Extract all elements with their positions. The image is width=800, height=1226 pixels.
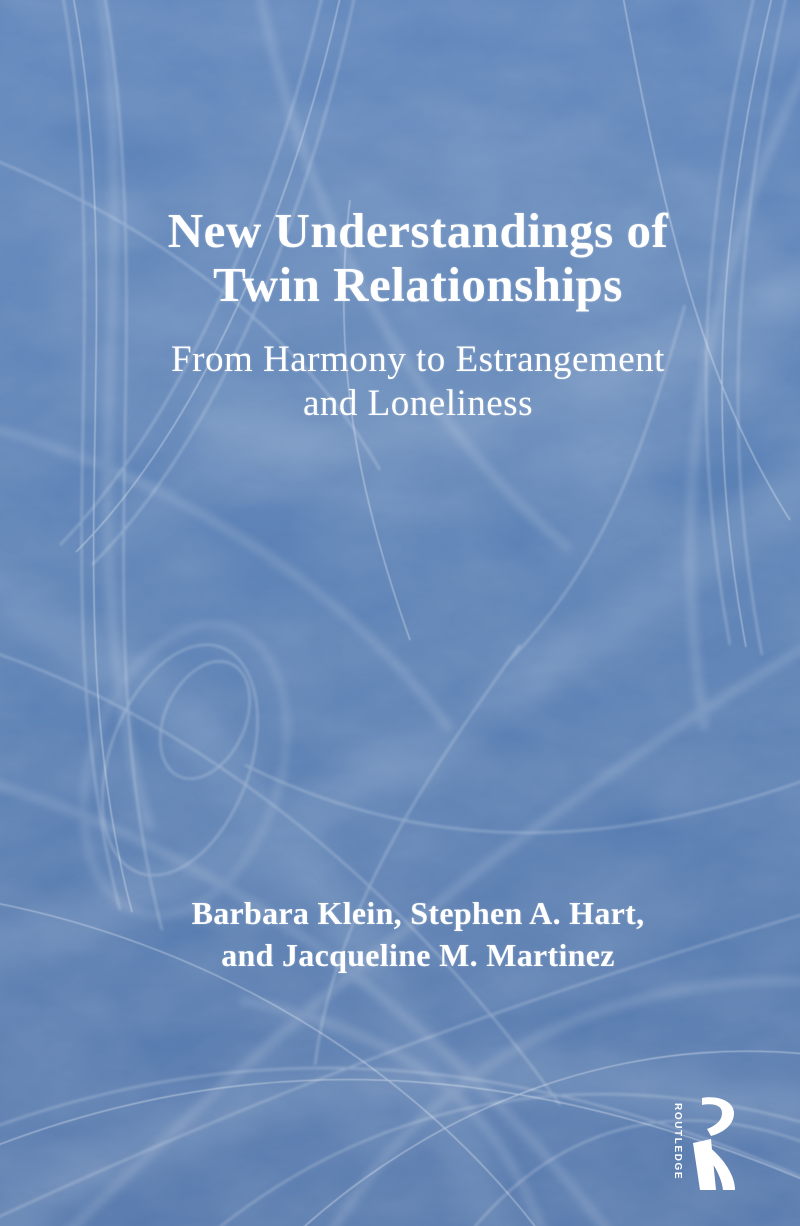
authors-line-2: and Jacqueline M. Martinez — [221, 937, 615, 973]
book-subtitle — [36, 338, 800, 426]
routledge-r-icon — [691, 1096, 737, 1192]
book-authors — [36, 892, 800, 976]
subtitle-line-2: and Loneliness — [303, 383, 533, 424]
publisher-wordmark: ROUTLEDGE — [672, 1103, 683, 1181]
book-title — [36, 204, 800, 312]
publisher-logo — [670, 1094, 748, 1200]
subtitle-line-1: From Harmony to Estrangement — [171, 339, 665, 380]
title-line-1: New Understandings of — [167, 203, 669, 258]
title-line-2: Twin Relationships — [213, 257, 623, 312]
authors-line-1: Barbara Klein, Stephen A. Hart, — [191, 895, 645, 931]
